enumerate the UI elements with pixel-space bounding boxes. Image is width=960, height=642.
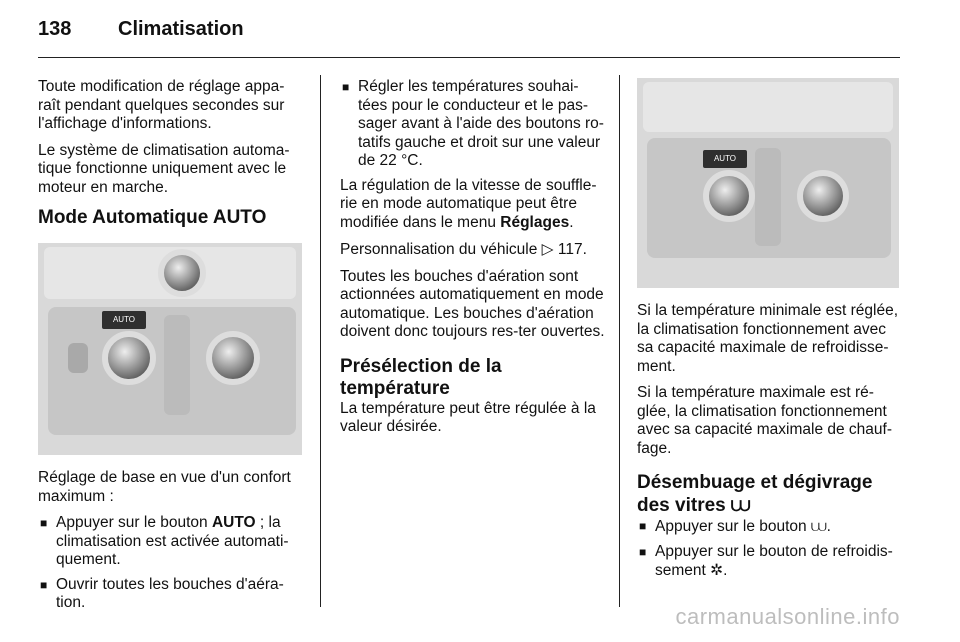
snowflake-icon: ✲ — [710, 561, 724, 579]
list-item: ■ Appuyer sur le bouton AUTO ; la climatisation est activée automati-quement. — [38, 514, 306, 570]
page-ref-arrow-icon: ▷ — [541, 240, 554, 258]
column-divider-1 — [320, 75, 321, 607]
auto-button: AUTO — [703, 150, 747, 168]
paragraph: Si la température minimale est réglée, la climatisation fonctionnement avec sa capacité maximale de refroidisse-ment. — [637, 302, 899, 375]
paragraph: Le système de climatisation automa-tique fonctionne uniquement avec le moteur en marche. — [38, 141, 290, 196]
paragraph: Toute modification de réglage appa-raît pendant quelques secondes sur l'affichage d'informations. — [38, 78, 285, 132]
column-3 — [637, 78, 902, 587]
section-heading: Présélection de la température — [340, 355, 502, 399]
section-heading: Mode Automatique AUTO — [38, 207, 267, 228]
air-vent — [643, 82, 893, 132]
column-1 — [38, 78, 306, 619]
air-distribution-buttons — [755, 148, 781, 246]
list-item: ■ Régler les températures souhai-tées pour le conducteur et le pas-sager avant à l'aide des boutons ro-tatifs gauche et droit sur une valeur de 22 °C. — [340, 78, 606, 171]
air-distribution-buttons — [164, 315, 190, 415]
column-divider-2 — [619, 75, 620, 607]
fan-button-icon — [68, 343, 88, 373]
watermark: carmanualsonline.info — [675, 604, 900, 629]
paragraph: La température peut être régulée à la valeur désirée. — [340, 399, 596, 435]
page-number: 138 — [38, 18, 72, 40]
climate-panel-figure — [38, 243, 302, 455]
paragraph: Si la température maximale est ré-glée, la climatisation fonctionnement avec sa capacité maximale de chauf-fage. — [637, 384, 893, 457]
paragraph: Toutes les bouches d'aération sont actionnées automatiquement en mode automatique. Les bouches d'aération doivent donc toujours res-ter ouvertes. — [340, 267, 605, 340]
center-dial-icon — [158, 249, 206, 297]
list-item: ■ Appuyer sur le bouton ⩊. — [637, 517, 902, 537]
list-item: ■ Ouvrir toutes les bouches d'aéra-tion. — [38, 576, 306, 613]
list-item: ■ Appuyer sur le bouton de refroidis-sement ✲. — [637, 543, 902, 581]
climate-panel-figure — [637, 78, 899, 288]
windscreen-defrost-icon: ⩊ — [810, 517, 827, 535]
column-2 — [340, 78, 606, 445]
paragraph: La régulation de la vitesse de souffle-rie en mode automatique peut être modifiée dans le menu Réglages. — [340, 176, 597, 231]
auto-button: AUTO — [102, 311, 146, 329]
windscreen-defrost-icon: ⩊ — [731, 494, 751, 516]
left-temperature-knob-icon — [703, 170, 755, 222]
page-title: Climatisation — [118, 18, 244, 40]
left-temperature-knob-icon — [102, 331, 156, 385]
right-temperature-knob-icon — [797, 170, 849, 222]
paragraph: Réglage de base en vue d'un confort maximum : — [38, 469, 291, 505]
right-temperature-knob-icon — [206, 331, 260, 385]
section-heading: Désembuage et dégivrage des vitres ⩊ — [637, 472, 873, 516]
header-rule — [38, 57, 900, 58]
paragraph: Personnalisation du véhicule ▷ 117. — [340, 240, 587, 258]
